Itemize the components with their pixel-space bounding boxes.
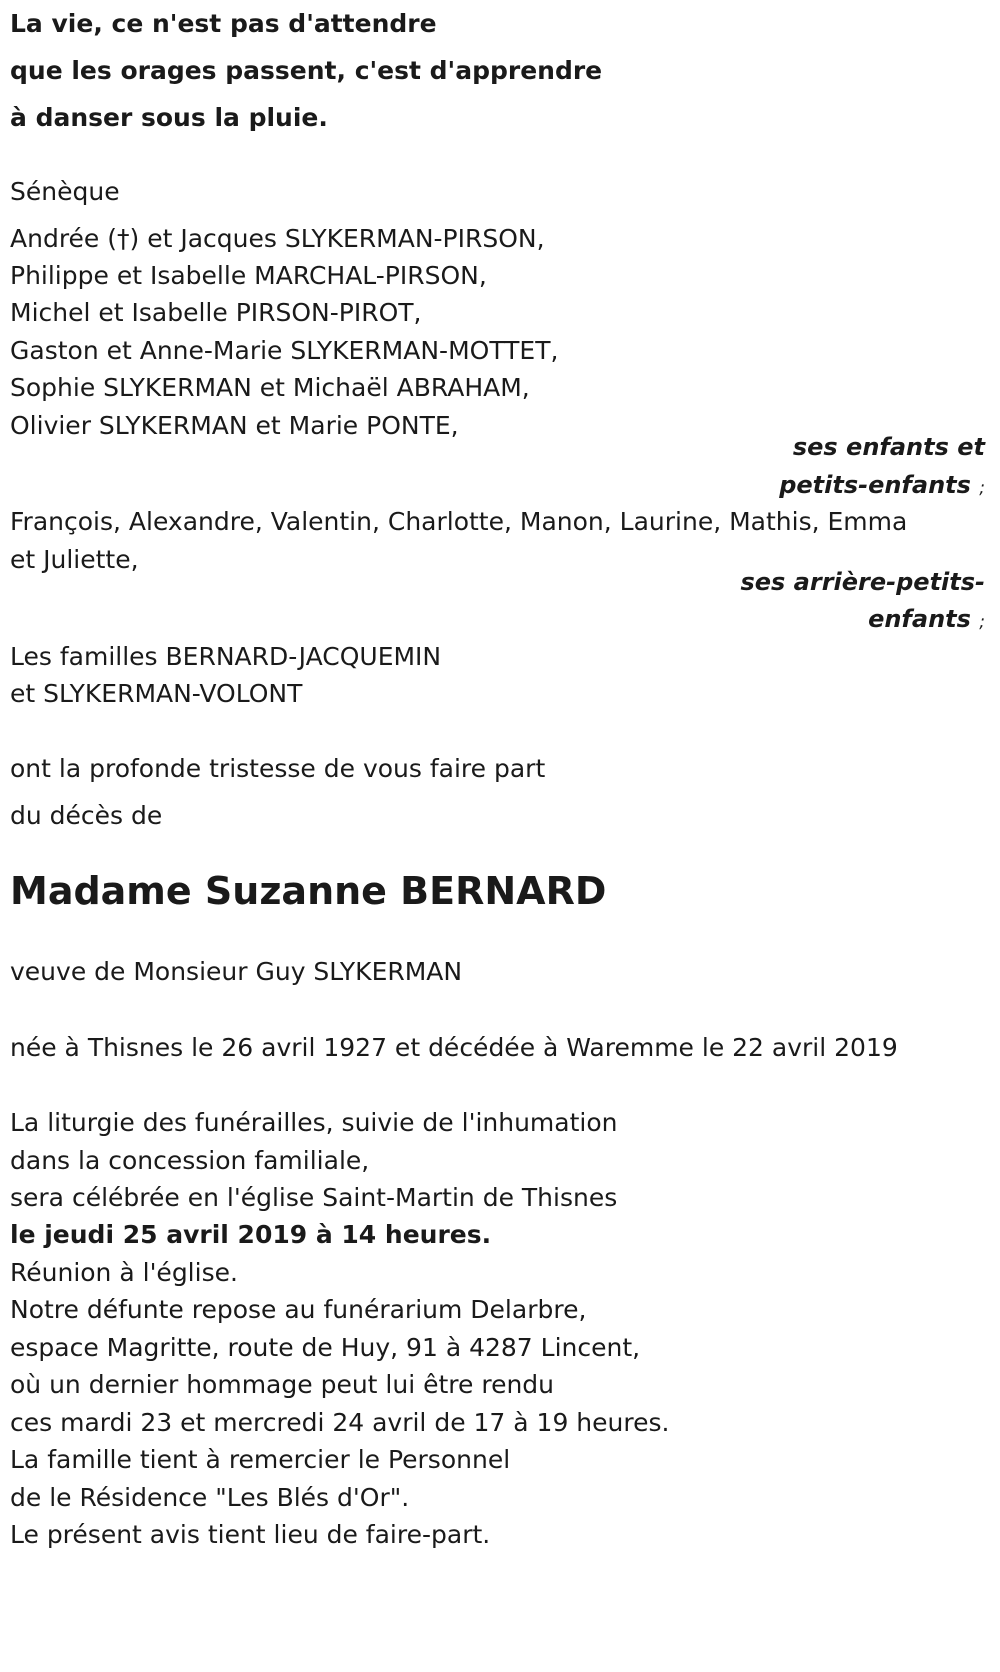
ceremony-line: où un dernier hommage peut lui être rendu xyxy=(10,1370,555,1399)
ceremony-line: La famille tient à remercier le Personnel xyxy=(10,1445,511,1474)
ceremony-line: La liturgie des funérailles, suivie de l'inhumation xyxy=(10,1108,618,1137)
quote-line-3: à danser sous la pluie. xyxy=(10,103,328,132)
great-grandchildren-line-1: François, Alexandre, Valentin, Charlotte, Manon, Laurine, Mathis, Emma xyxy=(10,507,908,536)
ceremony-line: Le présent avis tient lieu de faire-part. xyxy=(10,1520,491,1549)
deceased-spouse: veuve de Monsieur Guy SLYKERMAN xyxy=(10,957,463,986)
children-role-line-2 xyxy=(779,470,985,503)
ceremony-date-time: le jeudi 25 avril 2019 à 14 heures. xyxy=(10,1220,492,1249)
families-line-2: et SLYKERMAN-VOLONT xyxy=(10,679,303,708)
child-line: Philippe et Isabelle MARCHAL-PIRSON, xyxy=(10,261,487,290)
child-line: Andrée (†) et Jacques SLYKERMAN-PIRSON, xyxy=(10,224,545,253)
deceased-name: Madame Suzanne BERNARD xyxy=(10,869,607,913)
ceremony-line: Réunion à l'église. xyxy=(10,1258,238,1287)
great-grandchildren-role-line-1: ses arrière-petits- xyxy=(740,568,985,596)
children-role-punct: ; xyxy=(979,478,985,498)
child-line: Olivier SLYKERMAN et Marie PONTE, xyxy=(10,411,459,440)
deceased-dates: née à Thisnes le 26 avril 1927 et décédée à Waremme le 22 avril 2019 xyxy=(10,1033,898,1062)
announcement-line-1: ont la profonde tristesse de vous faire part xyxy=(10,754,546,783)
child-line: Michel et Isabelle PIRSON-PIROT, xyxy=(10,298,422,327)
ceremony-line: espace Magritte, route de Huy, 91 à 4287 Lincent, xyxy=(10,1333,641,1362)
announcement-line-2: du décès de xyxy=(10,801,163,830)
child-line: Sophie SLYKERMAN et Michaël ABRAHAM, xyxy=(10,373,530,402)
ceremony-line: Notre défunte repose au funérarium Delarbre, xyxy=(10,1295,587,1324)
quote-line-2: que les orages passent, c'est d'apprendre xyxy=(10,56,603,85)
quote-line-1: La vie, ce n'est pas d'attendre xyxy=(10,9,437,38)
great-grandchildren-role-punct: ; xyxy=(979,612,985,632)
child-line: Gaston et Anne-Marie SLYKERMAN-MOTTET, xyxy=(10,336,559,365)
ceremony-line: sera célébrée en l'église Saint-Martin de Thisnes xyxy=(10,1183,618,1212)
ceremony-line: ces mardi 23 et mercredi 24 avril de 17 à 19 heures. xyxy=(10,1408,670,1437)
great-grandchildren-role-line-2 xyxy=(868,604,985,637)
great-grandchildren-line-2: et Juliette, xyxy=(10,545,139,574)
families-line-1: Les familles BERNARD-JACQUEMIN xyxy=(10,642,442,671)
quote-author: Sénèque xyxy=(10,177,120,206)
children-role-text: petits-enfants xyxy=(779,471,971,499)
ceremony-line: de le Résidence "Les Blés d'Or". xyxy=(10,1483,410,1512)
children-role-line-1: ses enfants et xyxy=(792,433,985,461)
great-grandchildren-role-text: enfants xyxy=(868,605,971,633)
ceremony-line: dans la concession familiale, xyxy=(10,1146,370,1175)
